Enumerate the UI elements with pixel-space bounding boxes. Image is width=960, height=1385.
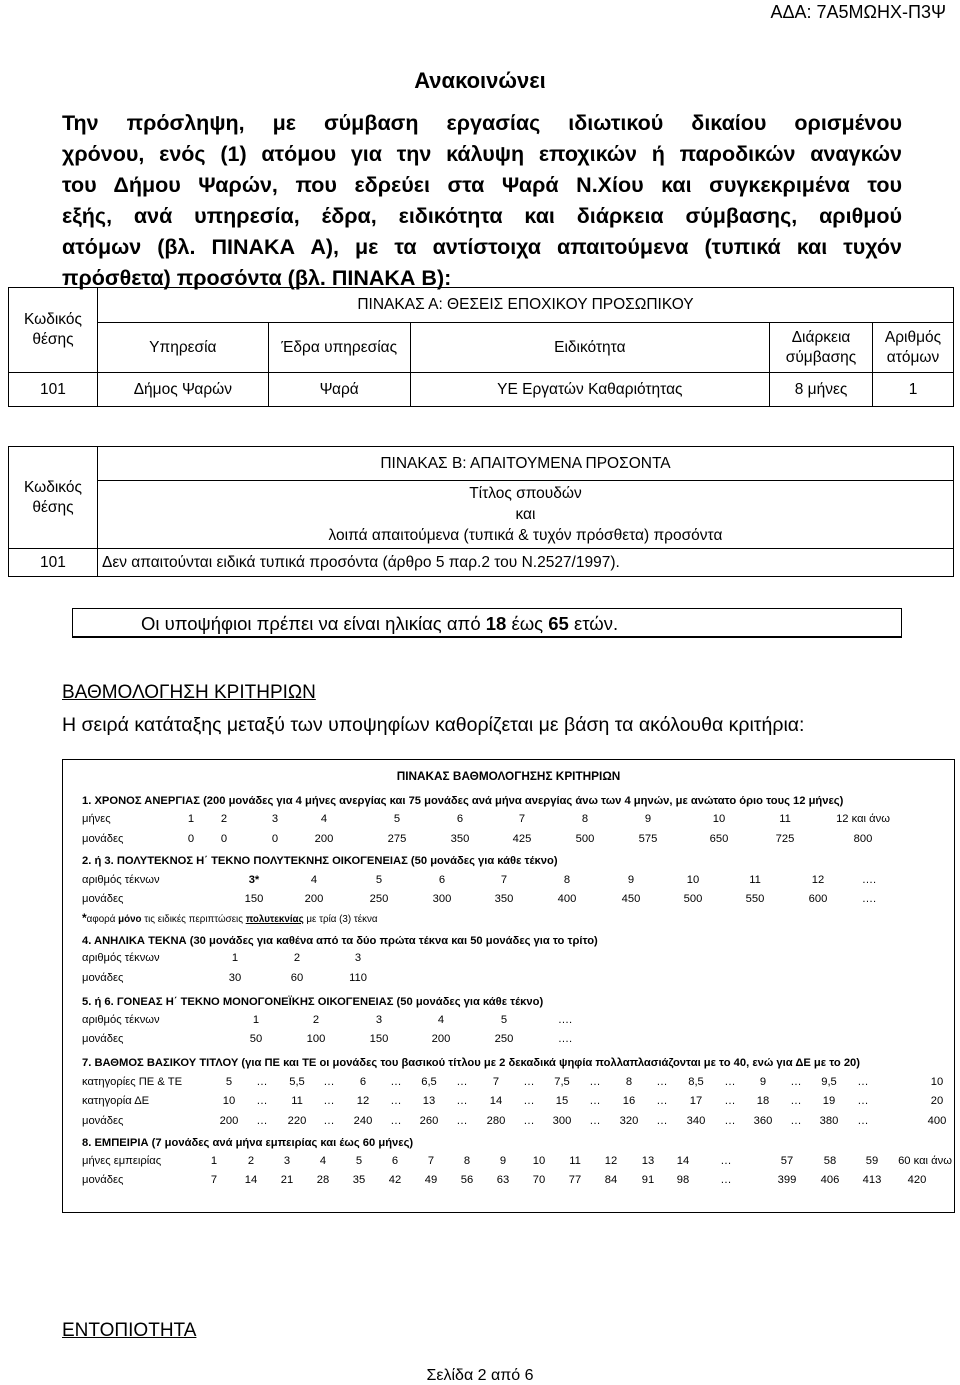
section-56-title: 5. ή 6. ΓΟΝΕΑΣ Η΄ ΤΕΚΝΟ ΜΟΝΟΓΟΝΕΪΚΗΣ ΟΙΚΟΓΕΝΕΙΑΣ (50 μονάδες για κάθε τέκνο)	[82, 996, 544, 1008]
value-cell: 500	[683, 893, 703, 905]
value-cell: …	[656, 1115, 668, 1127]
value-cell: 84	[604, 1174, 618, 1186]
value-cell: 42	[388, 1174, 402, 1186]
row-label: αριθμός τέκνων	[82, 952, 160, 964]
age-min: 18	[485, 613, 507, 634]
header-code: Κωδικός θέσης	[9, 288, 98, 373]
value-cell: 35	[352, 1174, 366, 1186]
value-cell: 110	[349, 972, 367, 984]
value-cell: 10	[686, 874, 700, 886]
value-cell: 220	[287, 1115, 307, 1127]
value-cell: 1	[252, 1014, 260, 1026]
value-cell: 9	[499, 1155, 507, 1167]
value-cell: …	[323, 1115, 335, 1127]
intro-line: του Δήμου Ψαρών, που εδρεύει στα Ψαρά Ν.Χίου και συγκεκριμένα του	[62, 173, 902, 197]
value-cell: …	[256, 1076, 268, 1088]
value-cell: 9,5	[821, 1076, 837, 1088]
value-cell: 70	[532, 1174, 546, 1186]
value-cell: 360	[753, 1115, 773, 1127]
note-text: πολυτεκνίας	[245, 914, 304, 925]
value-cell: 8	[563, 874, 571, 886]
value-cell: 450	[621, 893, 641, 905]
value-cell: 17	[689, 1095, 703, 1107]
value-cell: …	[456, 1076, 468, 1088]
cell-qualifications: Δεν απαιτούνται ειδικά τυπικά προσόντα (άρθρο 5 παρ.2 του Ν.2527/1997).	[97, 549, 953, 577]
value-cell: 350	[494, 893, 514, 905]
row-label: μονάδες	[82, 833, 124, 845]
value-cell: 60	[290, 972, 304, 984]
value-cell: ….	[861, 874, 877, 886]
value-cell: 100	[306, 1033, 326, 1045]
value-cell: 5	[393, 813, 401, 825]
value-cell: 425	[512, 833, 532, 845]
value-cell: 8	[463, 1155, 471, 1167]
table-row	[9, 373, 954, 407]
intro-line: εξής, ανά υπηρεσία, έδρα, ειδικότητα και διάρκεια σύμβασης, αριθμού	[62, 204, 902, 228]
value-cell: 150	[244, 893, 264, 905]
value-cell: 57	[780, 1155, 794, 1167]
row-label: κατηγορίες ΠΕ & ΤΕ	[82, 1076, 183, 1088]
intro-line: χρόνου, ενός (1) ατόμου για την κάλυψη εποχικών ή παροδικών αναγκών	[62, 142, 902, 166]
table-row	[9, 549, 954, 577]
value-cell: 400	[557, 893, 577, 905]
header-code: Κωδικός θέσης	[9, 447, 98, 549]
cell-duration: 8 μήνες	[770, 373, 873, 407]
value-cell: 10	[930, 1076, 944, 1088]
value-cell: 11	[291, 1095, 303, 1107]
row-label: μονάδες	[82, 893, 124, 905]
row-label: μήνες	[82, 813, 111, 825]
value-cell: 8,5	[688, 1076, 704, 1088]
value-cell: 7	[210, 1174, 218, 1186]
value-cell: 200	[431, 1033, 451, 1045]
value-cell: 260	[419, 1115, 439, 1127]
value-cell: 6	[359, 1076, 367, 1088]
row-label: μονάδες	[82, 972, 124, 984]
value-cell: …	[323, 1076, 335, 1088]
value-cell: 91	[641, 1174, 655, 1186]
section-4-title: 4. ΑΝΗΛΙΚΑ ΤΕΚΝΑ (30 μονάδες για καθένα από τα δύο πρώτα τέκνα και 50 μονάδες για το τρίτο)	[82, 935, 598, 947]
row-label: μονάδες	[82, 1174, 124, 1186]
value-cell: …	[256, 1095, 268, 1107]
page-title: Ανακοινώνει	[414, 68, 546, 93]
value-cell: 340	[686, 1115, 706, 1127]
value-cell: 12 και άνω	[836, 813, 890, 825]
value-cell: 7,5	[554, 1076, 570, 1088]
value-cell: 11	[749, 874, 761, 886]
value-cell: 0	[187, 833, 195, 845]
value-cell: 240	[353, 1115, 373, 1127]
value-cell: …	[720, 1174, 732, 1186]
value-cell: 11	[779, 813, 791, 825]
section-23-title: 2. ή 3. ΠΟΛΥΤΕΚΝΟΣ Η΄ ΤΕΚΝΟ ΠΟΛΥΤΕΚΝΗΣ ΟΙΚΟΓΕΝΕΙΑΣ (50 μονάδες για κάθε τέκνο)	[82, 855, 558, 867]
value-cell: …	[857, 1076, 869, 1088]
value-cell: …	[390, 1076, 402, 1088]
value-cell: 275	[387, 833, 407, 845]
value-cell: 7	[500, 874, 508, 886]
value-cell: 14	[244, 1174, 258, 1186]
value-cell: 9	[759, 1076, 767, 1088]
document-ada-code: ΑΔΑ: 7Α5ΜΩΗΧ-Π3Ψ	[770, 2, 946, 22]
value-cell: 725	[775, 833, 795, 845]
cell-service: Δήμος Ψαρών	[97, 373, 268, 407]
value-cell: 2	[293, 952, 301, 964]
value-cell: 380	[819, 1115, 839, 1127]
value-cell: 63	[496, 1174, 510, 1186]
value-cell: ….	[557, 1033, 573, 1045]
value-cell: …	[656, 1076, 668, 1088]
value-cell: 3	[271, 813, 279, 825]
value-cell: 15	[555, 1095, 569, 1107]
value-cell: …	[790, 1095, 802, 1107]
value-cell: 10	[532, 1155, 546, 1167]
value-cell: 8	[581, 813, 589, 825]
value-cell: 550	[745, 893, 765, 905]
value-cell: 4	[319, 1155, 327, 1167]
row-label: αριθμός τέκνων	[82, 1014, 160, 1026]
header-qual-line-3: λοιπά απαιτούμενα (τυπικά & τυχόν πρόσθετα) προσόντα	[328, 527, 723, 544]
value-cell: 2	[220, 813, 228, 825]
value-cell: 413	[862, 1174, 882, 1186]
page-footer: Σελίδα 2 από 6	[426, 1367, 534, 1384]
value-cell: 56	[460, 1174, 474, 1186]
table-b-qualifications	[8, 446, 954, 577]
value-cell: …	[390, 1095, 402, 1107]
row-label: μήνες εμπειρίας	[82, 1155, 162, 1167]
intro-line: πρόσθετα) προσόντα (βλ. ΠΙΝΑΚΑ Β):	[62, 266, 452, 290]
value-cell: 18	[756, 1095, 770, 1107]
value-cell: 4	[437, 1014, 445, 1026]
value-cell: 800	[853, 833, 873, 845]
value-cell: 5	[355, 1155, 363, 1167]
value-cell: 4	[310, 874, 318, 886]
value-cell: 250	[494, 1033, 514, 1045]
row-label: μονάδες	[82, 1033, 124, 1045]
table-b-title: ΠΙΝΑΚΑΣ Β: ΑΠΑΙΤΟΥΜΕΝΑ ΠΡΟΣΟΝΤΑ	[97, 447, 953, 481]
value-cell: 250	[369, 893, 389, 905]
value-cell: 1	[187, 813, 195, 825]
value-cell: 575	[638, 833, 658, 845]
intro-line: Την πρόσληψη, με σύμβαση εργασίας ιδιωτικού δικαίου ορισμένου	[62, 111, 902, 135]
age-notice	[72, 608, 902, 638]
value-cell: 16	[622, 1095, 636, 1107]
value-cell: 3	[283, 1155, 291, 1167]
value-cell: 350	[450, 833, 470, 845]
age-text-post: ετών.	[568, 613, 619, 634]
scoring-heading: ΒΑΘΜΟΛΟΓΗΣΗ ΚΡΙΤΗΡΙΩΝ	[62, 682, 316, 703]
note-text: τις ειδικές περιπτώσεις	[141, 914, 246, 925]
value-cell: 2	[312, 1014, 320, 1026]
value-cell: …	[589, 1115, 601, 1127]
value-cell: 50	[249, 1033, 263, 1045]
value-cell: 98	[676, 1174, 690, 1186]
criteria-title: ΠΙΝΑΚΑΣ ΒΑΘΜΟΛΟΓΗΣΗΣ ΚΡΙΤΗΡΙΩΝ	[396, 769, 621, 783]
value-cell: 5	[375, 874, 383, 886]
value-cell: 13	[641, 1155, 655, 1167]
value-cell: 11	[569, 1155, 581, 1167]
criteria-table	[62, 759, 955, 1213]
value-cell: 77	[568, 1174, 582, 1186]
value-cell: 1	[231, 952, 239, 964]
cell-seat: Ψαρά	[268, 373, 410, 407]
value-cell: …	[256, 1115, 268, 1127]
value-cell: 420	[907, 1174, 927, 1186]
note-star: *	[82, 911, 87, 925]
value-cell: …	[720, 1155, 732, 1167]
value-cell: 400	[927, 1115, 947, 1127]
value-cell: …	[456, 1115, 468, 1127]
value-cell: 28	[316, 1174, 330, 1186]
note-text: αφορά	[86, 914, 119, 925]
value-cell: 5,5	[289, 1076, 305, 1088]
value-cell: 6	[391, 1155, 399, 1167]
value-cell: …	[857, 1095, 869, 1107]
row-label: κατηγορία ΔΕ	[82, 1095, 150, 1107]
value-cell: …	[589, 1076, 601, 1088]
header-qual-line-1: Τίτλος σπουδών	[469, 485, 582, 502]
value-cell: 406	[820, 1174, 840, 1186]
value-cell: 9	[644, 813, 652, 825]
section-7-title: 7. ΒΑΘΜΟΣ ΒΑΣΙΚΟΥ ΤΙΤΛΟΥ (για ΠΕ και ΤΕ οι μονάδες του βασικού τίτλου με 2 δεκαδικά ψηφία πολλαπλασιάζονται με το 40, ενώ για ΔΕ με το 20)	[82, 1057, 860, 1069]
value-cell: 12	[604, 1155, 618, 1167]
value-cell: 3	[375, 1014, 383, 1026]
table-a-title: ΠΙΝΑΚΑΣ Α: ΘΕΣΕΙΣ ΕΠΟΧΙΚΟΥ ΠΡΟΣΩΠΙΚΟΥ	[97, 288, 953, 323]
row-label: αριθμός τέκνων	[82, 874, 160, 886]
value-cell: …	[589, 1095, 601, 1107]
value-cell: 7	[427, 1155, 435, 1167]
value-cell: …	[790, 1115, 802, 1127]
section-8-title: 8. ΕΜΠΕΙΡΙΑ (7 μονάδες ανά μήνα εμπειρίας και έως 60 μήνες)	[82, 1137, 414, 1149]
value-cell: 200	[304, 893, 324, 905]
value-cell: 58	[823, 1155, 837, 1167]
value-cell: 280	[486, 1115, 506, 1127]
note-text: με τρία (3) τέκνα	[303, 914, 378, 925]
value-cell: 3*	[248, 874, 260, 886]
value-cell: …	[323, 1095, 335, 1107]
value-cell: …	[790, 1076, 802, 1088]
cell-specialty: ΥΕ Εργατών Καθαριότητας	[410, 373, 769, 407]
header-qualifications	[97, 481, 953, 549]
value-cell: …	[523, 1076, 535, 1088]
note-text: μόνο	[118, 914, 142, 925]
value-cell: 150	[369, 1033, 389, 1045]
cell-code: 101	[9, 373, 98, 407]
value-cell: …	[390, 1115, 402, 1127]
value-cell: 30	[228, 972, 242, 984]
header-qual-line-2: και	[515, 506, 536, 523]
value-cell: ….	[861, 893, 877, 905]
value-cell: …	[523, 1095, 535, 1107]
value-cell: 7	[492, 1076, 500, 1088]
value-cell: 4	[320, 813, 328, 825]
value-cell: 1	[210, 1155, 218, 1167]
section-heading-locality: ΕΝΤΟΠΙΟΤΗΤΑ	[62, 1320, 197, 1341]
value-cell: 500	[575, 833, 595, 845]
value-cell: 10	[222, 1095, 236, 1107]
value-cell: 650	[709, 833, 729, 845]
intro-line: ατόμων (βλ. ΠΙΝΑΚΑ Α), με τα αντίστοιχα απαιτούμενα (τυπικά και τυχόν	[62, 235, 902, 259]
value-cell: 300	[552, 1115, 572, 1127]
value-cell: 60 και άνω	[898, 1155, 952, 1167]
header-count: Αριθμός ατόμων	[873, 323, 954, 373]
value-cell: …	[724, 1115, 736, 1127]
value-cell: 8	[625, 1076, 633, 1088]
value-cell: 399	[777, 1174, 797, 1186]
value-cell: 6	[456, 813, 464, 825]
value-cell: 5	[225, 1076, 233, 1088]
age-text-mid: έως	[506, 613, 549, 634]
value-cell: 59	[865, 1155, 879, 1167]
value-cell: ….	[557, 1014, 573, 1026]
value-cell: …	[724, 1076, 736, 1088]
value-cell: 0	[271, 833, 279, 845]
value-cell: 21	[280, 1174, 294, 1186]
scoring-text: Η σειρά κατάταξης μεταξύ των υποψηφίων καθορίζεται με βάση τα ακόλουθα κριτήρια:	[62, 714, 805, 736]
intro-paragraph	[62, 108, 902, 294]
value-cell: 200	[219, 1115, 239, 1127]
age-max: 65	[548, 613, 569, 634]
value-cell: 12	[356, 1095, 370, 1107]
value-cell: 320	[619, 1115, 639, 1127]
age-text-pre: Οι υποψήφιοι πρέπει να είναι ηλικίας από	[141, 613, 486, 634]
value-cell: …	[523, 1115, 535, 1127]
header-duration: Διάρκεια σύμβασης	[770, 323, 873, 373]
cell-count: 1	[873, 373, 954, 407]
value-cell: 12	[811, 874, 825, 886]
value-cell: 14	[489, 1095, 503, 1107]
value-cell: 3	[354, 952, 362, 964]
value-cell: 300	[432, 893, 452, 905]
header-seat: Έδρα υπηρεσίας	[268, 323, 410, 373]
value-cell: …	[857, 1115, 869, 1127]
table-a-positions	[8, 287, 954, 407]
value-cell: 7	[518, 813, 526, 825]
value-cell: 6,5	[421, 1076, 437, 1088]
header-specialty: Ειδικότητα	[410, 323, 769, 373]
value-cell: 49	[424, 1174, 438, 1186]
value-cell: 13	[422, 1095, 436, 1107]
value-cell: 0	[220, 833, 228, 845]
row-label: μονάδες	[82, 1115, 124, 1127]
value-cell: 14	[676, 1155, 690, 1167]
value-cell: 5	[500, 1014, 508, 1026]
value-cell: 20	[930, 1095, 944, 1107]
value-cell: …	[456, 1095, 468, 1107]
value-cell: 200	[314, 833, 334, 845]
value-cell: 10	[712, 813, 726, 825]
value-cell: …	[656, 1095, 668, 1107]
value-cell: 6	[438, 874, 446, 886]
header-service: Υπηρεσία	[97, 323, 268, 373]
value-cell: 2	[247, 1155, 255, 1167]
value-cell: …	[724, 1095, 736, 1107]
section-23-note	[82, 911, 378, 925]
value-cell: 9	[627, 874, 635, 886]
section-1-title: 1. ΧΡΟΝΟΣ ΑΝΕΡΓΙΑΣ (200 μονάδες για 4 μήνες ανεργίας και 75 μονάδες ανά μήνα ανεργίας άνω των 4 μηνών, με ανώτατο όριο τους 12 μήνες)	[82, 795, 844, 807]
value-cell: 600	[808, 893, 828, 905]
value-cell: 19	[822, 1095, 836, 1107]
cell-code: 101	[9, 549, 98, 577]
